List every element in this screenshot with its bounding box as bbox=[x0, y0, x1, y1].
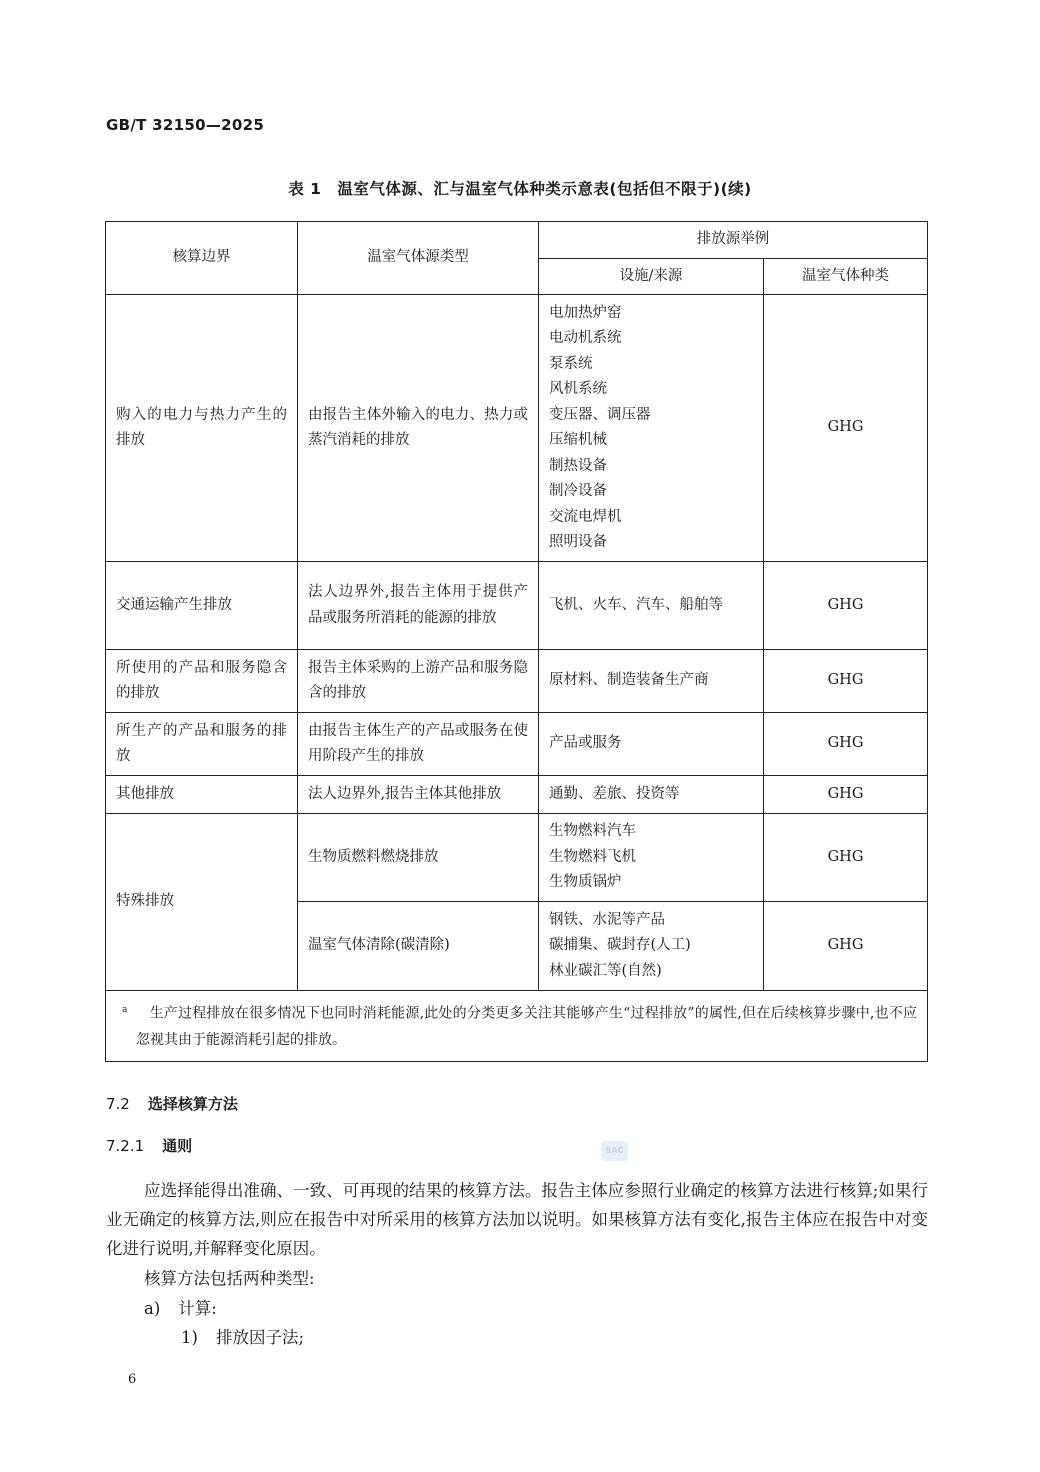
cell-boundary: 其他排放 bbox=[106, 776, 298, 814]
header-facility: 设施/来源 bbox=[539, 259, 764, 295]
note-mark: a bbox=[122, 1005, 128, 1015]
facility-item: 原材料、制造装备生产商 bbox=[549, 672, 709, 689]
cell-source-type: 生物质燃料燃烧排放 bbox=[298, 814, 539, 902]
list-marker: 1) bbox=[181, 1328, 198, 1347]
cell-boundary: 交通运输产生排放 bbox=[106, 562, 298, 650]
table-row bbox=[106, 562, 928, 650]
cell-source-type: 由报告主体生产的产品或服务在使用阶段产生的排放 bbox=[298, 713, 539, 776]
table-note bbox=[106, 991, 928, 1062]
cell-gas: GHG bbox=[764, 295, 928, 562]
subsection-heading bbox=[106, 1135, 192, 1156]
cell-facilities bbox=[539, 814, 764, 902]
subsection-number: 7.2.1 bbox=[106, 1137, 145, 1155]
facility-item: 压缩机械 bbox=[549, 432, 607, 448]
cell-facilities bbox=[539, 713, 764, 776]
facility-item: 飞机、火车、汽车、船舶等 bbox=[549, 596, 723, 613]
cell-boundary: 特殊排放 bbox=[106, 814, 298, 991]
facility-item: 变压器、调压器 bbox=[549, 406, 651, 423]
header-boundary: 核算边界 bbox=[106, 222, 298, 295]
facility-item: 制冷设备 bbox=[549, 483, 607, 499]
cell-facilities bbox=[539, 776, 764, 814]
table-row bbox=[106, 814, 928, 902]
facility-item: 交流电焊机 bbox=[549, 508, 622, 525]
types-intro: 核算方法包括两种类型: bbox=[144, 1269, 315, 1288]
facility-item: 泵系统 bbox=[549, 355, 593, 372]
cell-gas: GHG bbox=[764, 902, 928, 991]
section-title: 选择核算方法 bbox=[147, 1095, 238, 1113]
cell-gas: GHG bbox=[764, 776, 928, 814]
cell-gas: GHG bbox=[764, 650, 928, 713]
cell-gas: GHG bbox=[764, 814, 928, 902]
table-title: 表 1 温室气体源、汇与温室气体种类示意表(包括但不限于)(续) bbox=[288, 180, 752, 198]
cell-facilities bbox=[539, 562, 764, 650]
cell-gas: GHG bbox=[764, 562, 928, 650]
facility-item: 电动机系统 bbox=[549, 330, 622, 346]
facility-item: 电加热炉窑 bbox=[549, 304, 622, 321]
cell-source-type: 温室气体清除(碳清除) bbox=[298, 902, 539, 991]
header-source-type: 温室气体源类型 bbox=[298, 222, 539, 295]
page-number: 6 bbox=[128, 1372, 137, 1387]
facility-item: 碳捕集、碳封存(人工) bbox=[549, 937, 691, 954]
facility-item: 风机系统 bbox=[549, 381, 607, 397]
subsection-title: 通则 bbox=[162, 1137, 193, 1155]
facility-item: 生物质锅炉 bbox=[549, 874, 622, 891]
table-row bbox=[106, 776, 928, 814]
facility-item: 钢铁、水泥等产品 bbox=[549, 911, 665, 928]
table-note-row bbox=[106, 991, 928, 1062]
facility-item: 产品或服务 bbox=[549, 735, 622, 752]
list-text: 计算: bbox=[178, 1299, 217, 1318]
cell-source-type: 法人边界外,报告主体其他排放 bbox=[298, 776, 539, 814]
cell-boundary: 所生产的产品和服务的排放 bbox=[106, 713, 298, 776]
body-paragraph: 应选择能得出准确、一致、可再现的结果的核算方法。报告主体应参照行业确定的核算方法进行核算;如果行业无确定的核算方法,则应在报告中对所采用的核算方法加以说明。如果核算方法有变化,报告主体应在报告中对变化进行说明,并解释变化原因。 bbox=[106, 1181, 928, 1258]
cell-facilities bbox=[539, 650, 764, 713]
table-row bbox=[106, 650, 928, 713]
header-gas-kind: 温室气体种类 bbox=[764, 259, 928, 295]
list-item-a bbox=[144, 1295, 217, 1319]
facility-item: 制热设备 bbox=[549, 457, 607, 474]
list-marker: a) bbox=[144, 1299, 161, 1318]
header-examples: 排放源举例 bbox=[539, 222, 928, 259]
cell-boundary: 所使用的产品和服务隐含的排放 bbox=[106, 650, 298, 713]
note-text: 生产过程排放在很多情况下也同时消耗能源,此处的分类更多关注其能够产生“过程排放”的属性,但在后续核算步骤中,也不应忽视其由于能源消耗引起的排放。 bbox=[136, 1005, 917, 1048]
cell-gas: GHG bbox=[764, 713, 928, 776]
cell-facilities bbox=[539, 295, 764, 562]
list-item-1 bbox=[181, 1324, 304, 1348]
standard-code: GB/T 32150—2025 bbox=[106, 116, 265, 134]
table-row bbox=[106, 713, 928, 776]
list-text: 排放因子法; bbox=[215, 1328, 304, 1347]
facility-item: 照明设备 bbox=[549, 534, 607, 550]
facility-item: 林业碳汇等(自然) bbox=[549, 962, 662, 979]
section-number: 7.2 bbox=[106, 1095, 130, 1113]
ghg-source-table bbox=[105, 221, 928, 1062]
facility-item: 生物燃料汽车 bbox=[549, 823, 636, 840]
cell-source-type: 法人边界外,报告主体用于提供产品或服务所消耗的能源的排放 bbox=[298, 562, 539, 650]
cell-facilities bbox=[539, 902, 764, 991]
facility-item: 通勤、差旅、投资等 bbox=[549, 785, 680, 802]
cell-source-type: 报告主体采购的上游产品和服务隐含的排放 bbox=[298, 650, 539, 713]
facility-item: 生物燃料飞机 bbox=[549, 848, 636, 865]
cell-boundary: 购入的电力与热力产生的排放 bbox=[106, 295, 298, 562]
cell-source-type: 由报告主体外输入的电力、热力或蒸汽消耗的排放 bbox=[298, 295, 539, 562]
sac-watermark-logo: SAC bbox=[601, 1141, 628, 1161]
table-row bbox=[106, 295, 928, 562]
section-heading bbox=[106, 1093, 238, 1114]
